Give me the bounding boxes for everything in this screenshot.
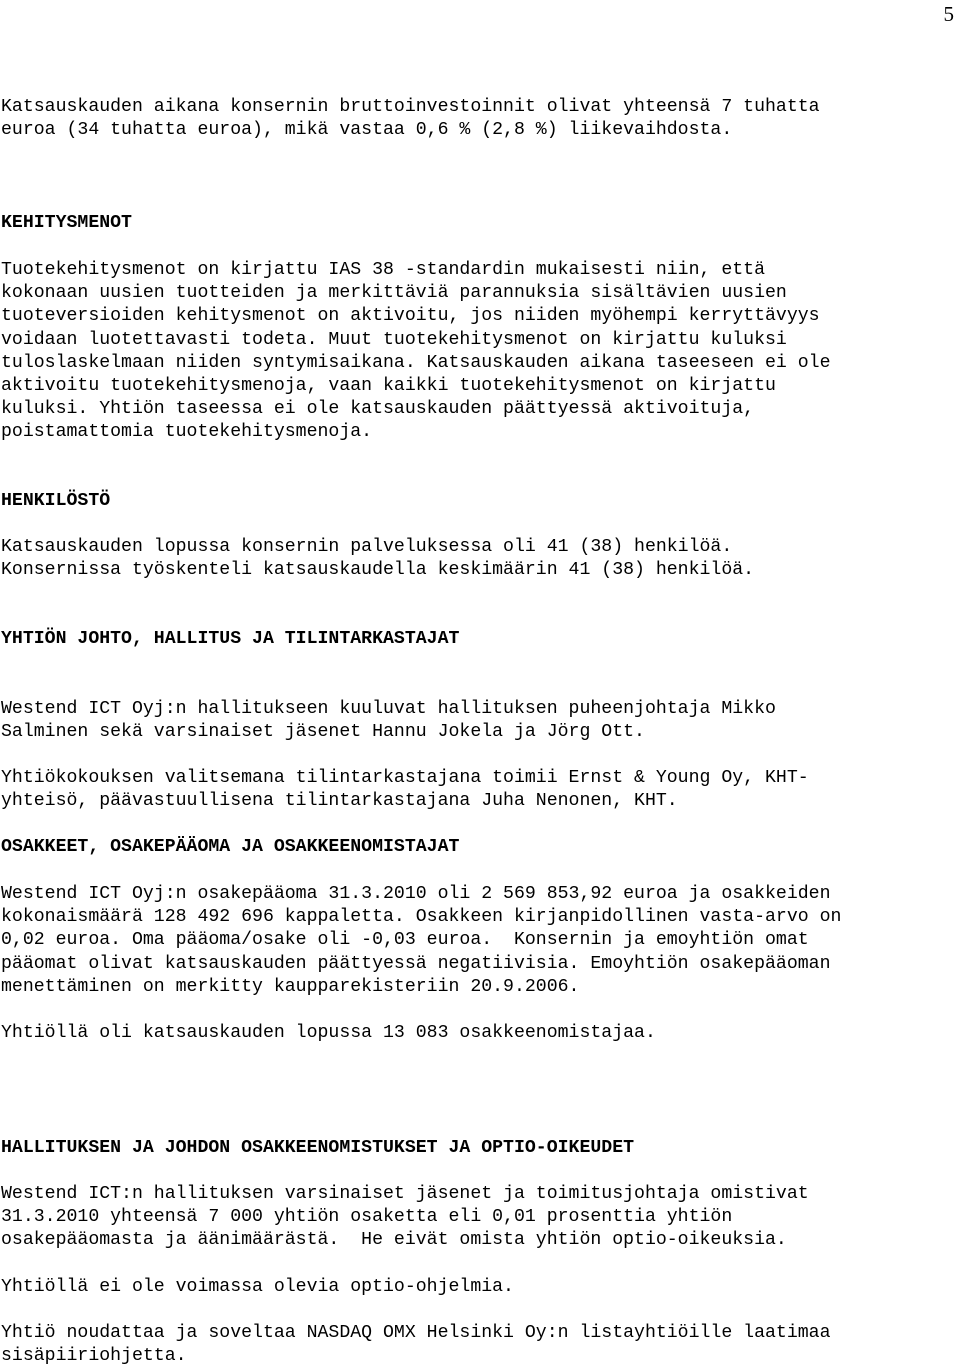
henkilosto-paragraph (1, 536, 957, 582)
text-line: poistamattomia tuotekehitysmenoja. (1, 422, 373, 443)
text-line: yhteisö, päävastuullisena tilintarkastajana Juha Nenonen, KHT. (1, 791, 678, 812)
page-number: 5 (943, 2, 954, 26)
text-line: osakepääomasta ja äänimäärästä. He eivät omista yhtiön optio-oikeuksia. (1, 1230, 787, 1251)
text-line: aktivoitu tuotekehitysmenoja, vaan kaikki tuotekehitysmenot on kirjattu (1, 376, 776, 397)
omistukset-paragraph-2 (1, 1276, 957, 1299)
heading-omistukset: HALLITUKSEN JA JOHDON OSAKKEENOMISTUKSET JA OPTIO-OIKEUDET (1, 1138, 635, 1158)
heading-osakkeet: OSAKKEET, OSAKEPÄÄOMA JA OSAKKEENOMISTAJAT (1, 837, 460, 857)
text-line: Yhtiö noudattaa ja soveltaa NASDAQ OMX Helsinki Oy:n listayhtiöille laatimaa (1, 1323, 831, 1343)
text-line: tuloslaskelmaan niiden syntymisaikana. Katsauskauden aikana taseeseen ei ole (1, 352, 831, 373)
johto-paragraph-1 (1, 698, 957, 744)
heading-henkilosto: HENKILÖSTÖ (1, 491, 111, 511)
text-line: Konsernissa työskenteli katsauskaudella keskimäärin 41 (38) henkilöä. (1, 560, 755, 581)
text-line: pääomat olivat katsauskauden päättyessä negatiivisia. Emoyhtiön osakepääoman (1, 953, 831, 974)
intro-paragraph (1, 96, 957, 142)
text-line: kuluksi. Yhtiön taseessa ei ole katsauskauden päättyessä aktivoituja, (1, 399, 755, 420)
text-line: sisäpiiriohjetta. (1, 1346, 187, 1367)
text-line: Salminen sekä varsinaiset jäsenet Hannu Jokela ja Jörg Ott. (1, 722, 645, 743)
heading-kehitysmenot: KEHITYSMENOT (1, 213, 132, 233)
text-line: Yhtiökokouksen valitsemana tilintarkastajana toimii Ernst & Young Oy, KHT- (1, 768, 809, 788)
kehitysmenot-paragraph (1, 259, 957, 445)
text-line: Westend ICT Oyj:n osakepääoma 31.3.2010 oli 2 569 853,92 euroa ja osakkeiden (1, 884, 831, 904)
text-line: Tuotekehitysmenot on kirjattu IAS 38 -standardin mukaisesti niin, että (1, 260, 765, 280)
text-line: voidaan luotettavasti todeta. Muut tuotekehitysmenot on kirjattu kuluksi (1, 329, 787, 350)
text-line: 0,02 euroa. Oma pääoma/osake oli -0,03 euroa. Konsernin ja emoyhtiön omat (1, 930, 809, 951)
text-line: Yhtiöllä ei ole voimassa olevia optio-ohjelmia. (1, 1277, 514, 1297)
text-line: kokonaan uusien tuotteiden ja merkittäviä parannuksia sisältävien uusien (1, 283, 787, 304)
heading-johto: YHTIÖN JOHTO, HALLITUS JA TILINTARKASTAJAT (1, 629, 460, 649)
osakkeet-paragraph-2 (1, 1022, 957, 1045)
text-line: Yhtiöllä oli katsauskauden lopussa 13 083 osakkeenomistajaa. (1, 1023, 656, 1043)
omistukset-paragraph-1 (1, 1183, 957, 1253)
text-line: Katsauskauden aikana konsernin bruttoinvestoinnit olivat yhteensä 7 tuhatta (1, 97, 820, 117)
text-line: 31.3.2010 yhteensä 7 000 yhtiön osaketta eli 0,01 prosenttia yhtiön (1, 1207, 733, 1228)
text-line: Westend ICT Oyj:n hallitukseen kuuluvat hallituksen puheenjohtaja Mikko (1, 699, 776, 719)
text-line: Westend ICT:n hallituksen varsinaiset jäsenet ja toimitusjohtaja omistivat (1, 1184, 809, 1204)
text-line: tuoteversioiden kehitysmenot on aktivoitu, jos niiden myöhempi kerryttävyys (1, 306, 820, 327)
text-line: menettäminen on merkitty kaupparekisteriin 20.9.2006. (1, 976, 580, 997)
osakkeet-paragraph-1 (1, 883, 957, 999)
text-line: Katsauskauden lopussa konsernin palveluksessa oli 41 (38) henkilöä. (1, 537, 733, 557)
johto-paragraph-2 (1, 767, 957, 813)
text-line: kokonaismäärä 128 492 696 kappaletta. Osakkeen kirjanpidollinen vasta-arvo on (1, 907, 842, 928)
omistukset-paragraph-3 (1, 1322, 957, 1368)
text-line: euroa (34 tuhatta euroa), mikä vastaa 0,6 % (2,8 %) liikevaihdosta. (1, 120, 733, 141)
